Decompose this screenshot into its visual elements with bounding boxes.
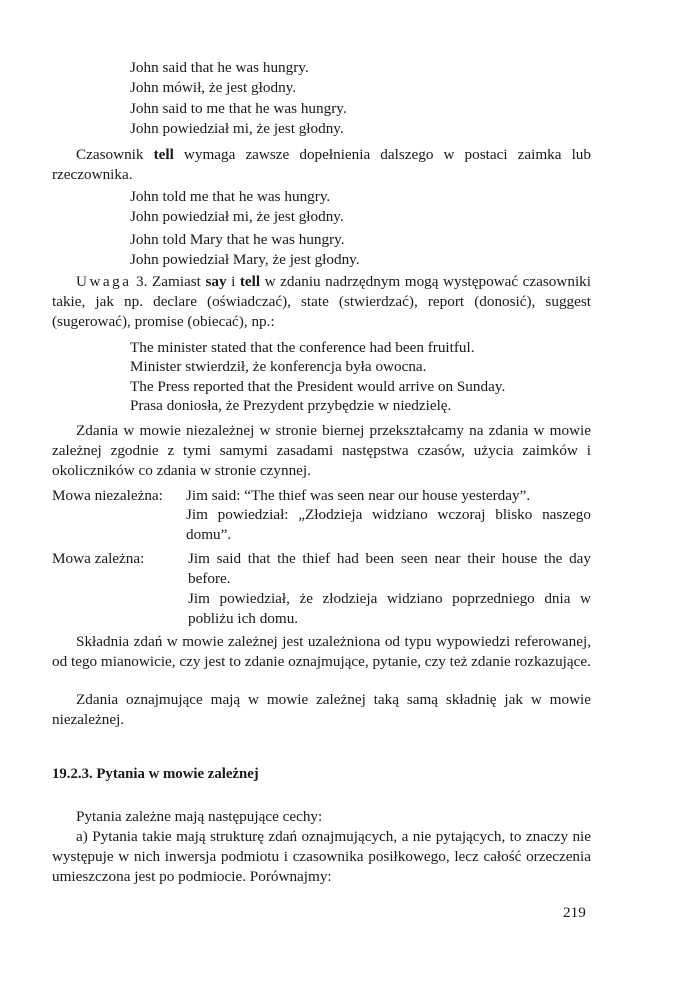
example-line: John told Mary that he was hungry. [130, 231, 345, 248]
section-heading: 19.2.3. Pytania w mowie zależnej [52, 766, 259, 782]
example-line: John said to me that he was hungry. [130, 100, 347, 117]
example-line: John said that he was hungry. [130, 59, 309, 76]
direct-speech-english: Jim said: “The thief was seen near our house yesterday”. [186, 487, 531, 504]
page-number: 219 [563, 904, 586, 921]
example-line: John powiedział Mary, że jest głodny. [130, 251, 360, 268]
paragraph-syntax: Składnia zdań w mowie zależnej jest uzależniona od typu wypowiedzi referowanej, od tego mianowicie, czy jest to zdanie oznajmujące, pytanie, czy też zdanie rozkazujące. [52, 633, 591, 670]
example-line: John told me that he was hungry. [130, 188, 331, 205]
example-line: John mówił, że jest głodny. [130, 79, 297, 96]
example-line: John powiedział mi, że jest głodny. [130, 208, 344, 225]
example-line: John powiedział mi, że jest głodny. [130, 120, 344, 137]
paragraph-declarative: Zdania oznajmujące mają w mowie zależnej taką samą składnię jak w mowie niezależnej. [52, 691, 591, 728]
paragraph-features: Pytania zależne mają następujące cechy: [76, 808, 323, 825]
indirect-speech-polish: Jim powiedział, że złodzieja widziano poprzedniego dnia w pobliżu ich domu. [188, 590, 591, 627]
keyword-tell: tell [153, 146, 174, 163]
direct-speech-polish: Jim powiedział: „Złodzieja widziano wczoraj blisko naszego domu”. [186, 506, 591, 543]
example-line: The minister stated that the conference had been fruitful. [130, 339, 475, 356]
note-paragraph: Uwaga 3. Zamiast say i tell w zdaniu nadrzędnym mogą występować czasowniki takie, jak np. declare (oświadczać), state (stwierdzać), report (donosić), suggest (sugerować), promise (obiecać), np.: [52, 273, 591, 330]
indirect-speech-label: Mowa zależna: [52, 550, 145, 567]
example-line: Minister stwierdził, że konferencja była owocna. [130, 358, 427, 375]
indirect-speech-english: Jim said that the thief had been seen near their house the day before. [188, 550, 591, 587]
paragraph-tell: Czasownik tell wymaga zawsze dopełnienia dalszego w postaci zaimka lub rzeczownika. [52, 146, 591, 183]
paragraph-point-a: a) Pytania takie mają strukturę zdań oznajmujących, a nie pytających, to znaczy nie występuje w nich inwersja podmiotu i czasownika posiłkowego, lecz całość orzeczenia umieszczona jest po podmiocie. Porównajmy: [52, 828, 591, 885]
example-line: The Press reported that the President would arrive on Sunday. [130, 378, 506, 395]
direct-speech-label: Mowa niezależna: [52, 487, 163, 504]
note-label: Uwaga [76, 273, 132, 290]
example-line: Prasa doniosła, że Prezydent przybędzie w niedzielę. [130, 397, 452, 414]
paragraph-passive: Zdania w mowie niezależnej w stronie biernej przekształcamy na zdania w mowie zależnej zgodnie z tymi samymi zasadami następstwa czasów, użycia zaimków i okoliczników co zdania w stronie czynnej. [52, 422, 591, 479]
